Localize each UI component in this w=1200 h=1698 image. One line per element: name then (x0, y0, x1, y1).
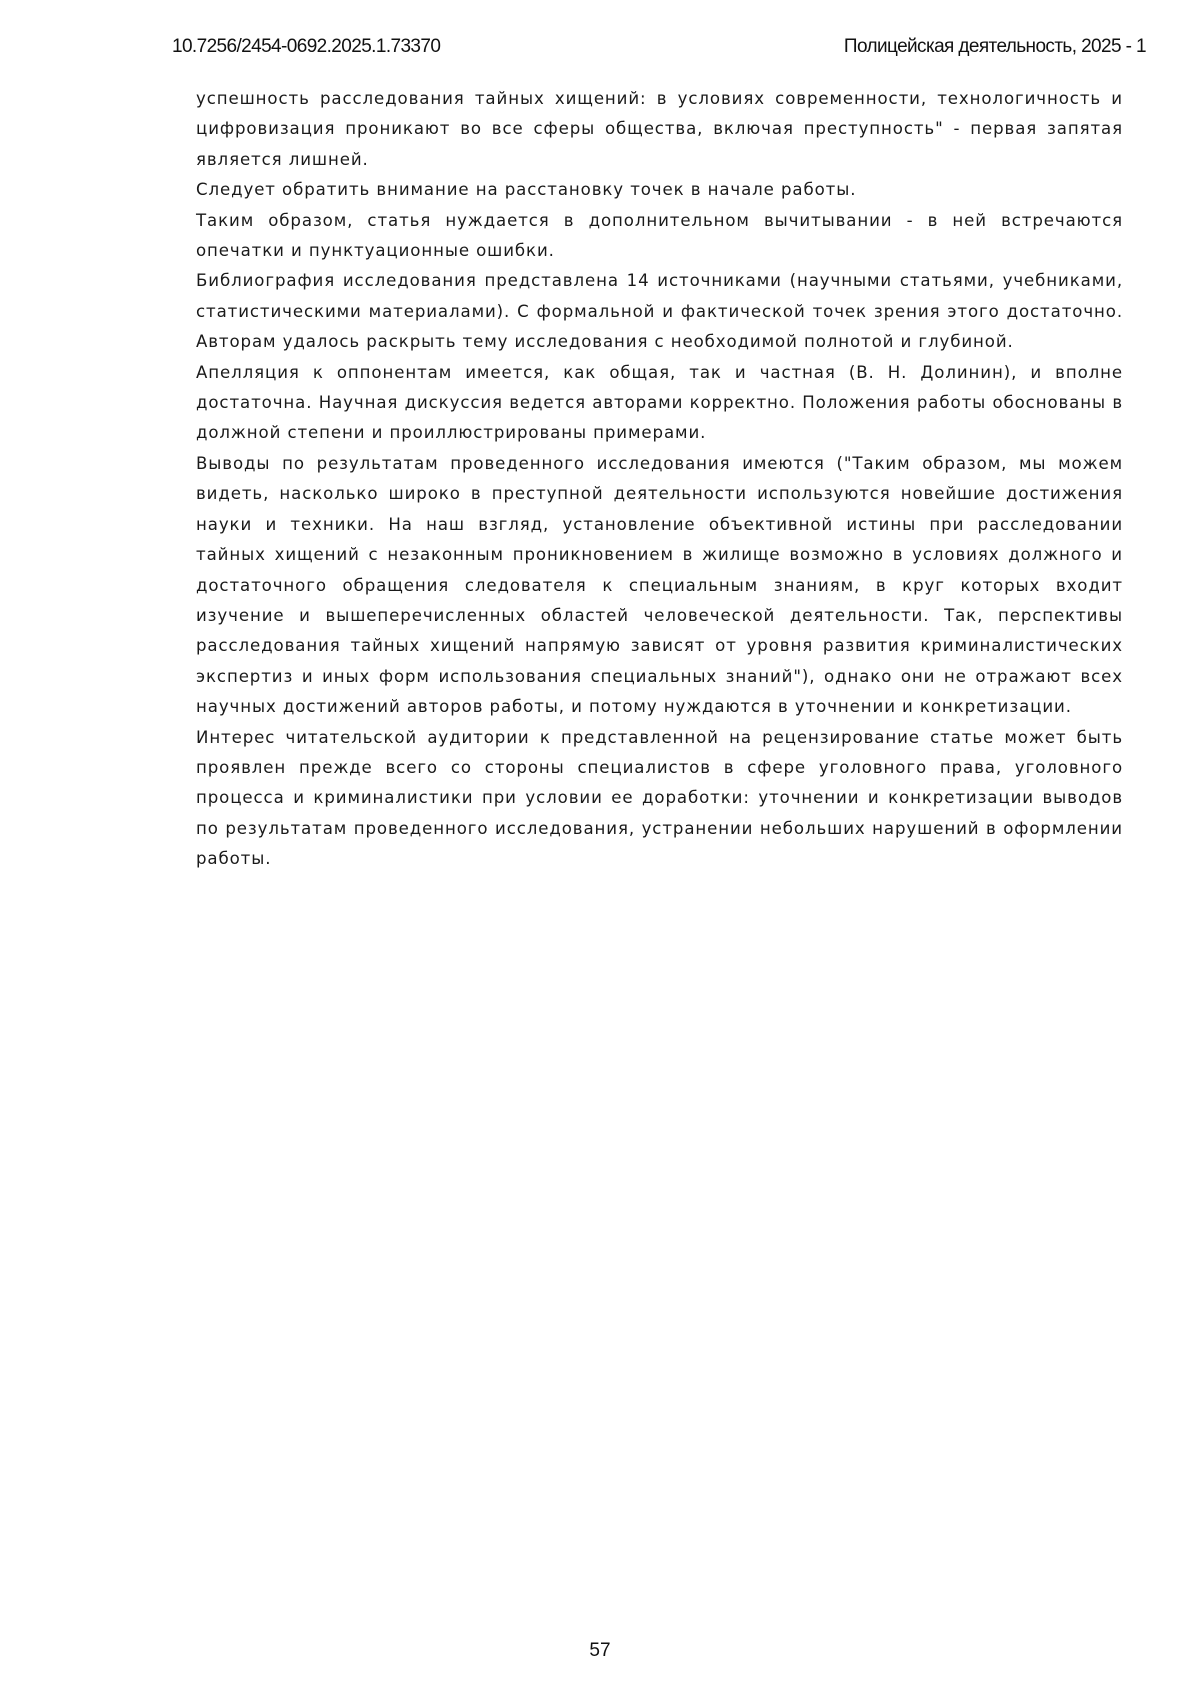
paragraph: Библиография исследования представлена 14 источниками (научными статьями, учебниками, статистическими материалами). С формальной и фактической точек зрения этого достаточно. Авторам удалось раскрыть тему исследования с необходимой полнотой и глубиной. (196, 271, 1123, 352)
journal-issue-label: Полицейская деятельность, 2025 - 1 (843, 36, 1146, 57)
doi-label: 10.7256/2454-0692.2025.1.73370 (172, 36, 441, 57)
review-text (196, 84, 1123, 875)
paragraph: Выводы по результатам проведенного исследования имеются ("Таким образом, мы можем видеть, насколько широко в преступной деятельности используются новейшие достижения науки и техники. На наш взгляд, установление объективной истины при расследовании тайных хищений с незаконным проникновением в жилище возможно в условиях должного и достаточного обращения следователя к специальным знаниям, в круг которых входит изучение и вышеперечисленных областей человеческой деятельности. Так, перспективы расследования тайных хищений напрямую зависят от уровня развития криминалистических экспертиз и иных форм использования специальных знаний"), однако они не отражают всех научных достижений авторов работы, и потому нуждаются в уточнении и конкретизации. (196, 453, 1123, 717)
paragraph: Апелляция к оппонентам имеется, как общая, так и частная (В. Н. Долинин), и вполне достаточна. Научная дискуссия ведется авторами корректно. Положения работы обоснованы в должной степени и проиллюстрированы примерами. (196, 362, 1123, 443)
page-header (172, 36, 1146, 60)
paragraph: Интерес читательской аудитории к представленной на рецензирование статье может быть проявлен прежде всего со стороны специалистов в сфере уголовного права, уголовного процесса и криминалистики при условии ее доработки: уточнении и конкретизации выводов по результатам проведенного исследования, устранении небольших нарушений в оформлении работы. (196, 727, 1123, 869)
paragraph: Следует обратить внимание на расстановку точек в начале работы. (196, 180, 857, 200)
paragraph: успешность расследования тайных хищений: в условиях современности, технологичность и цифровизация проникают во все сферы общества, включая преступность" - первая запятая является лишней. (196, 89, 1123, 169)
paragraph: Таким образом, статья нуждается в дополнительном вычитывании - в ней встречаются опечатки и пунктуационные ошибки. (196, 210, 1123, 261)
page-number: 57 (589, 1640, 611, 1661)
